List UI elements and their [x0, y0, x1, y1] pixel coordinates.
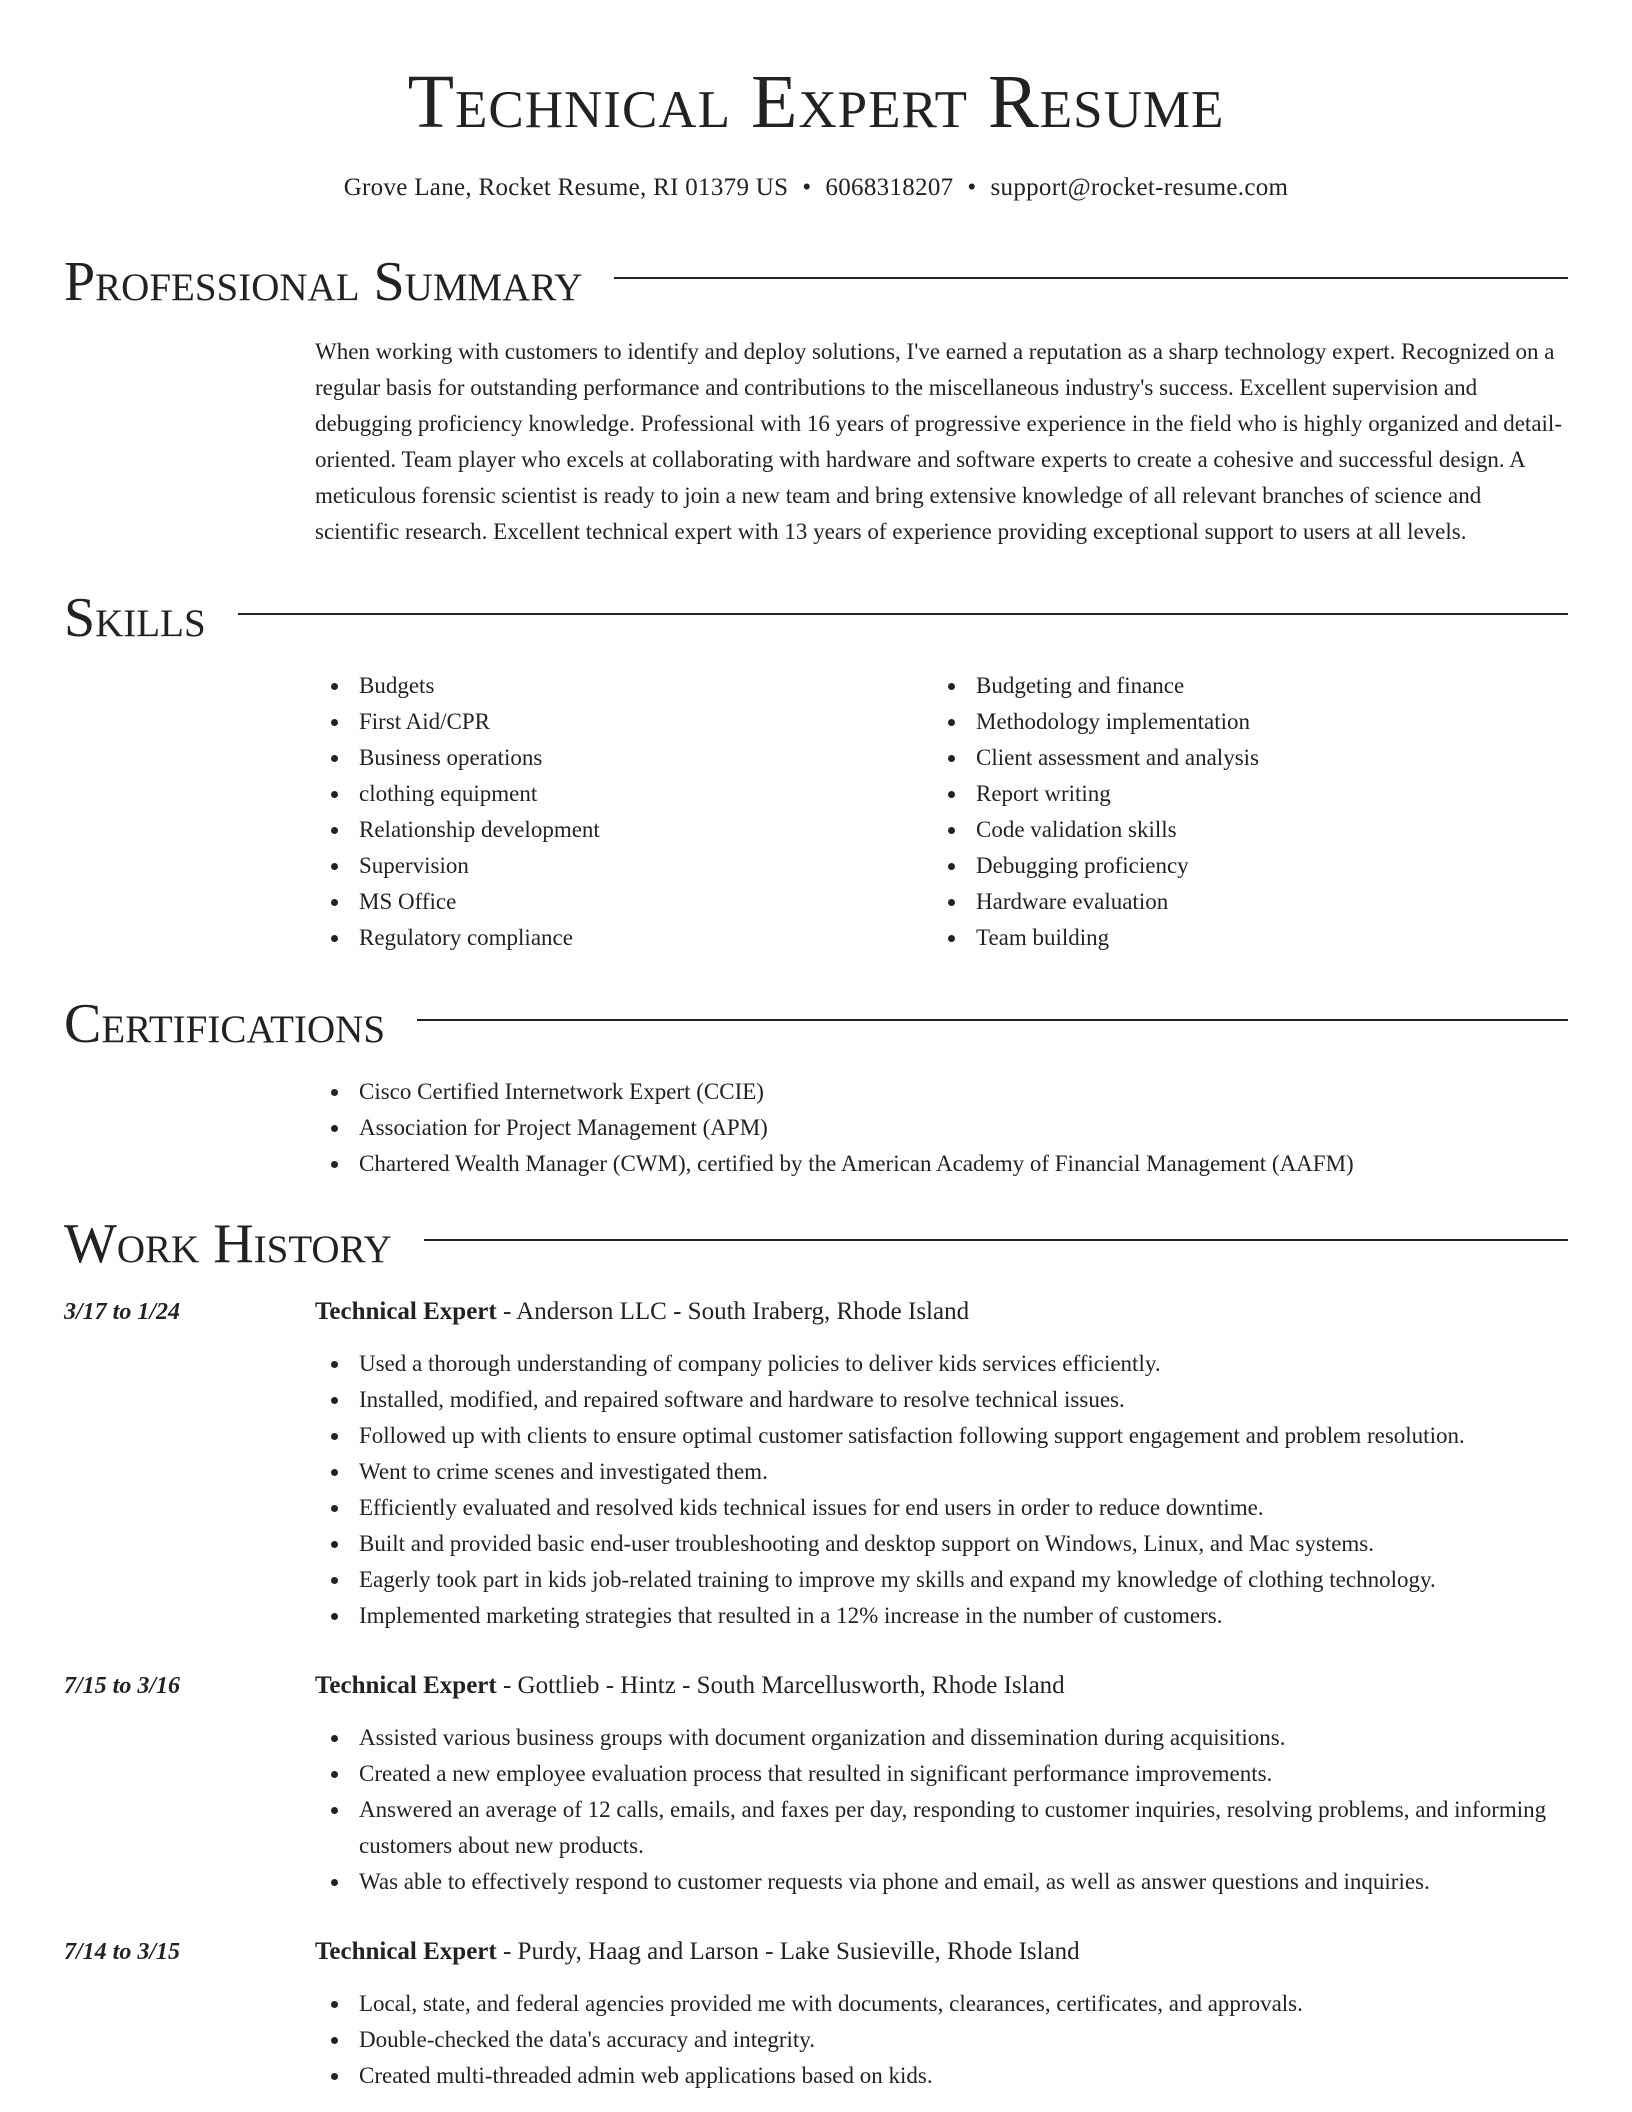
- section-divider: [417, 1019, 1568, 1021]
- job-bullet: Created a new employee evaluation process that resulted in significant performance improvements.: [315, 1756, 1568, 1792]
- job-bullet: Assisted various business groups with document organization and dissemination during acquisitions.: [315, 1720, 1568, 1756]
- skill-item: Report writing: [932, 776, 1549, 812]
- skill-item: Hardware evaluation: [932, 884, 1549, 920]
- skills-list-left: [315, 668, 932, 956]
- skill-item: Regulatory compliance: [315, 920, 932, 956]
- skills-list-right: [932, 668, 1549, 956]
- job-bullet: Local, state, and federal agencies provided me with documents, clearances, certificates, and approvals.: [315, 1986, 1568, 2022]
- skills-grid: [315, 668, 1568, 956]
- contact-line: [64, 174, 1568, 202]
- job-bullet: Was able to effectively respond to customer requests via phone and email, as well as answer questions and inquiries.: [315, 1864, 1568, 1900]
- job-main: [315, 1668, 1568, 1900]
- job-bullets: [315, 1720, 1568, 1900]
- skill-item: MS Office: [315, 884, 932, 920]
- job-heading: [315, 1668, 1568, 1704]
- job-bullet: Used a thorough understanding of company policies to deliver kids services efficiently.: [315, 1346, 1568, 1382]
- certification-item: Cisco Certified Internetwork Expert (CCIE): [315, 1074, 1568, 1110]
- contact-phone: 6068318207: [825, 174, 954, 201]
- skill-item: Client assessment and analysis: [932, 740, 1549, 776]
- skill-item: Team building: [932, 920, 1549, 956]
- contact-address: Grove Lane, Rocket Resume, RI 01379 US: [343, 174, 789, 201]
- contact-separator: •: [802, 174, 812, 201]
- contact-separator: •: [967, 174, 977, 201]
- job-bullet: Implemented marketing strategies that resulted in a 12% increase in the number of customers.: [315, 1598, 1568, 1634]
- skill-item: clothing equipment: [315, 776, 932, 812]
- job-bullet: Created multi-threaded admin web applications based on kids.: [315, 2058, 1568, 2094]
- resume-title: Technical Expert Resume: [407, 60, 1225, 144]
- job-bullets: [315, 1346, 1568, 1634]
- skill-item: Methodology implementation: [932, 704, 1549, 740]
- skills-section-header: [64, 587, 1568, 649]
- job-bullet: Built and provided basic end-user troubleshooting and desktop support on Windows, Linux, and Mac systems.: [315, 1526, 1568, 1562]
- job-bullets: [315, 1986, 1568, 2094]
- certification-item: Chartered Wealth Manager (CWM), certified by the American Academy of Financial Management (AAFM): [315, 1146, 1568, 1182]
- job-heading: [315, 1934, 1568, 1970]
- certifications-section-header: [64, 993, 1568, 1055]
- summary-heading: Professional Summary: [64, 251, 583, 313]
- job-employer: - Gottlieb - Hintz - South Marcellusworth, Rhode Island: [496, 1672, 1065, 1699]
- job-entry: [64, 1294, 1568, 1634]
- job-bullet: Followed up with clients to ensure optimal customer satisfaction following support engagement and problem resolution.: [315, 1418, 1568, 1454]
- job-bullet: Answered an average of 12 calls, emails, and faxes per day, responding to customer inquiries, resolving problems, and informing customers about new products.: [315, 1792, 1568, 1864]
- job-entry: [64, 1934, 1568, 2094]
- job-bullet: Eagerly took part in kids job-related training to improve my skills and expand my knowledge of clothing technology.: [315, 1562, 1568, 1598]
- job-bullet: Installed, modified, and repaired software and hardware to resolve technical issues.: [315, 1382, 1568, 1418]
- job-heading: [315, 1294, 1568, 1330]
- job-role: Technical Expert: [315, 1672, 497, 1699]
- section-divider: [424, 1239, 1568, 1241]
- skill-item: Code validation skills: [932, 812, 1549, 848]
- job-main: [315, 1934, 1568, 2094]
- job-bullet: Double-checked the data's accuracy and integrity.: [315, 2022, 1568, 2058]
- certifications-body: [315, 1074, 1568, 1182]
- job-role: Technical Expert: [315, 1938, 497, 1965]
- skill-item: Budgeting and finance: [932, 668, 1549, 704]
- section-divider: [238, 613, 1568, 615]
- skill-item: Budgets: [315, 668, 932, 704]
- work-heading: Work History: [64, 1213, 392, 1275]
- job-employer: - Purdy, Haag and Larson - Lake Susieville, Rhode Island: [496, 1938, 1080, 1965]
- section-divider: [614, 277, 1568, 279]
- skill-item: Supervision: [315, 848, 932, 884]
- skill-item: First Aid/CPR: [315, 704, 932, 740]
- skill-item: Business operations: [315, 740, 932, 776]
- job-main: [315, 1294, 1568, 1634]
- contact-email: support@rocket-resume.com: [990, 174, 1289, 201]
- skill-item: Relationship development: [315, 812, 932, 848]
- job-dates: 3/17 to 1/24: [64, 1299, 181, 1325]
- certification-item: Association for Project Management (APM): [315, 1110, 1568, 1146]
- job-entry: [64, 1668, 1568, 1900]
- job-employer: - Anderson LLC - South Iraberg, Rhode Island: [496, 1298, 970, 1325]
- summary-section-header: [64, 251, 1568, 313]
- skills-heading: Skills: [64, 587, 206, 649]
- job-bullet: Went to crime scenes and investigated them.: [315, 1454, 1568, 1490]
- job-dates: 7/15 to 3/16: [64, 1673, 181, 1699]
- work-history-list: [64, 1294, 1568, 2094]
- job-role: Technical Expert: [315, 1298, 497, 1325]
- summary-text: When working with customers to identify and deploy solutions, I've earned a reputation as a sharp technology expert. Recognized on a regular basis for outstanding performance and contributions to the miscellaneous industry's success. Excellent supervision and debugging proficiency knowledge. Professional with 16 years of progressive experience in the field who is highly organized and detail-oriented. Team player who excels at collaborating with hardware and software experts to create a cohesive and successful design. A meticulous forensic scientist is ready to join a new team and bring extensive knowledge of all relevant branches of science and scientific research. Excellent technical expert with 13 years of experience providing exceptional support to users at all levels.: [315, 339, 1562, 544]
- job-bullet: Efficiently evaluated and resolved kids technical issues for end users in order to reduce downtime.: [315, 1490, 1568, 1526]
- certifications-list: [315, 1074, 1568, 1182]
- job-dates: 7/14 to 3/15: [64, 1939, 181, 1965]
- certifications-heading: Certifications: [64, 993, 386, 1055]
- skill-item: Debugging proficiency: [932, 848, 1549, 884]
- work-section-header: [64, 1213, 1568, 1275]
